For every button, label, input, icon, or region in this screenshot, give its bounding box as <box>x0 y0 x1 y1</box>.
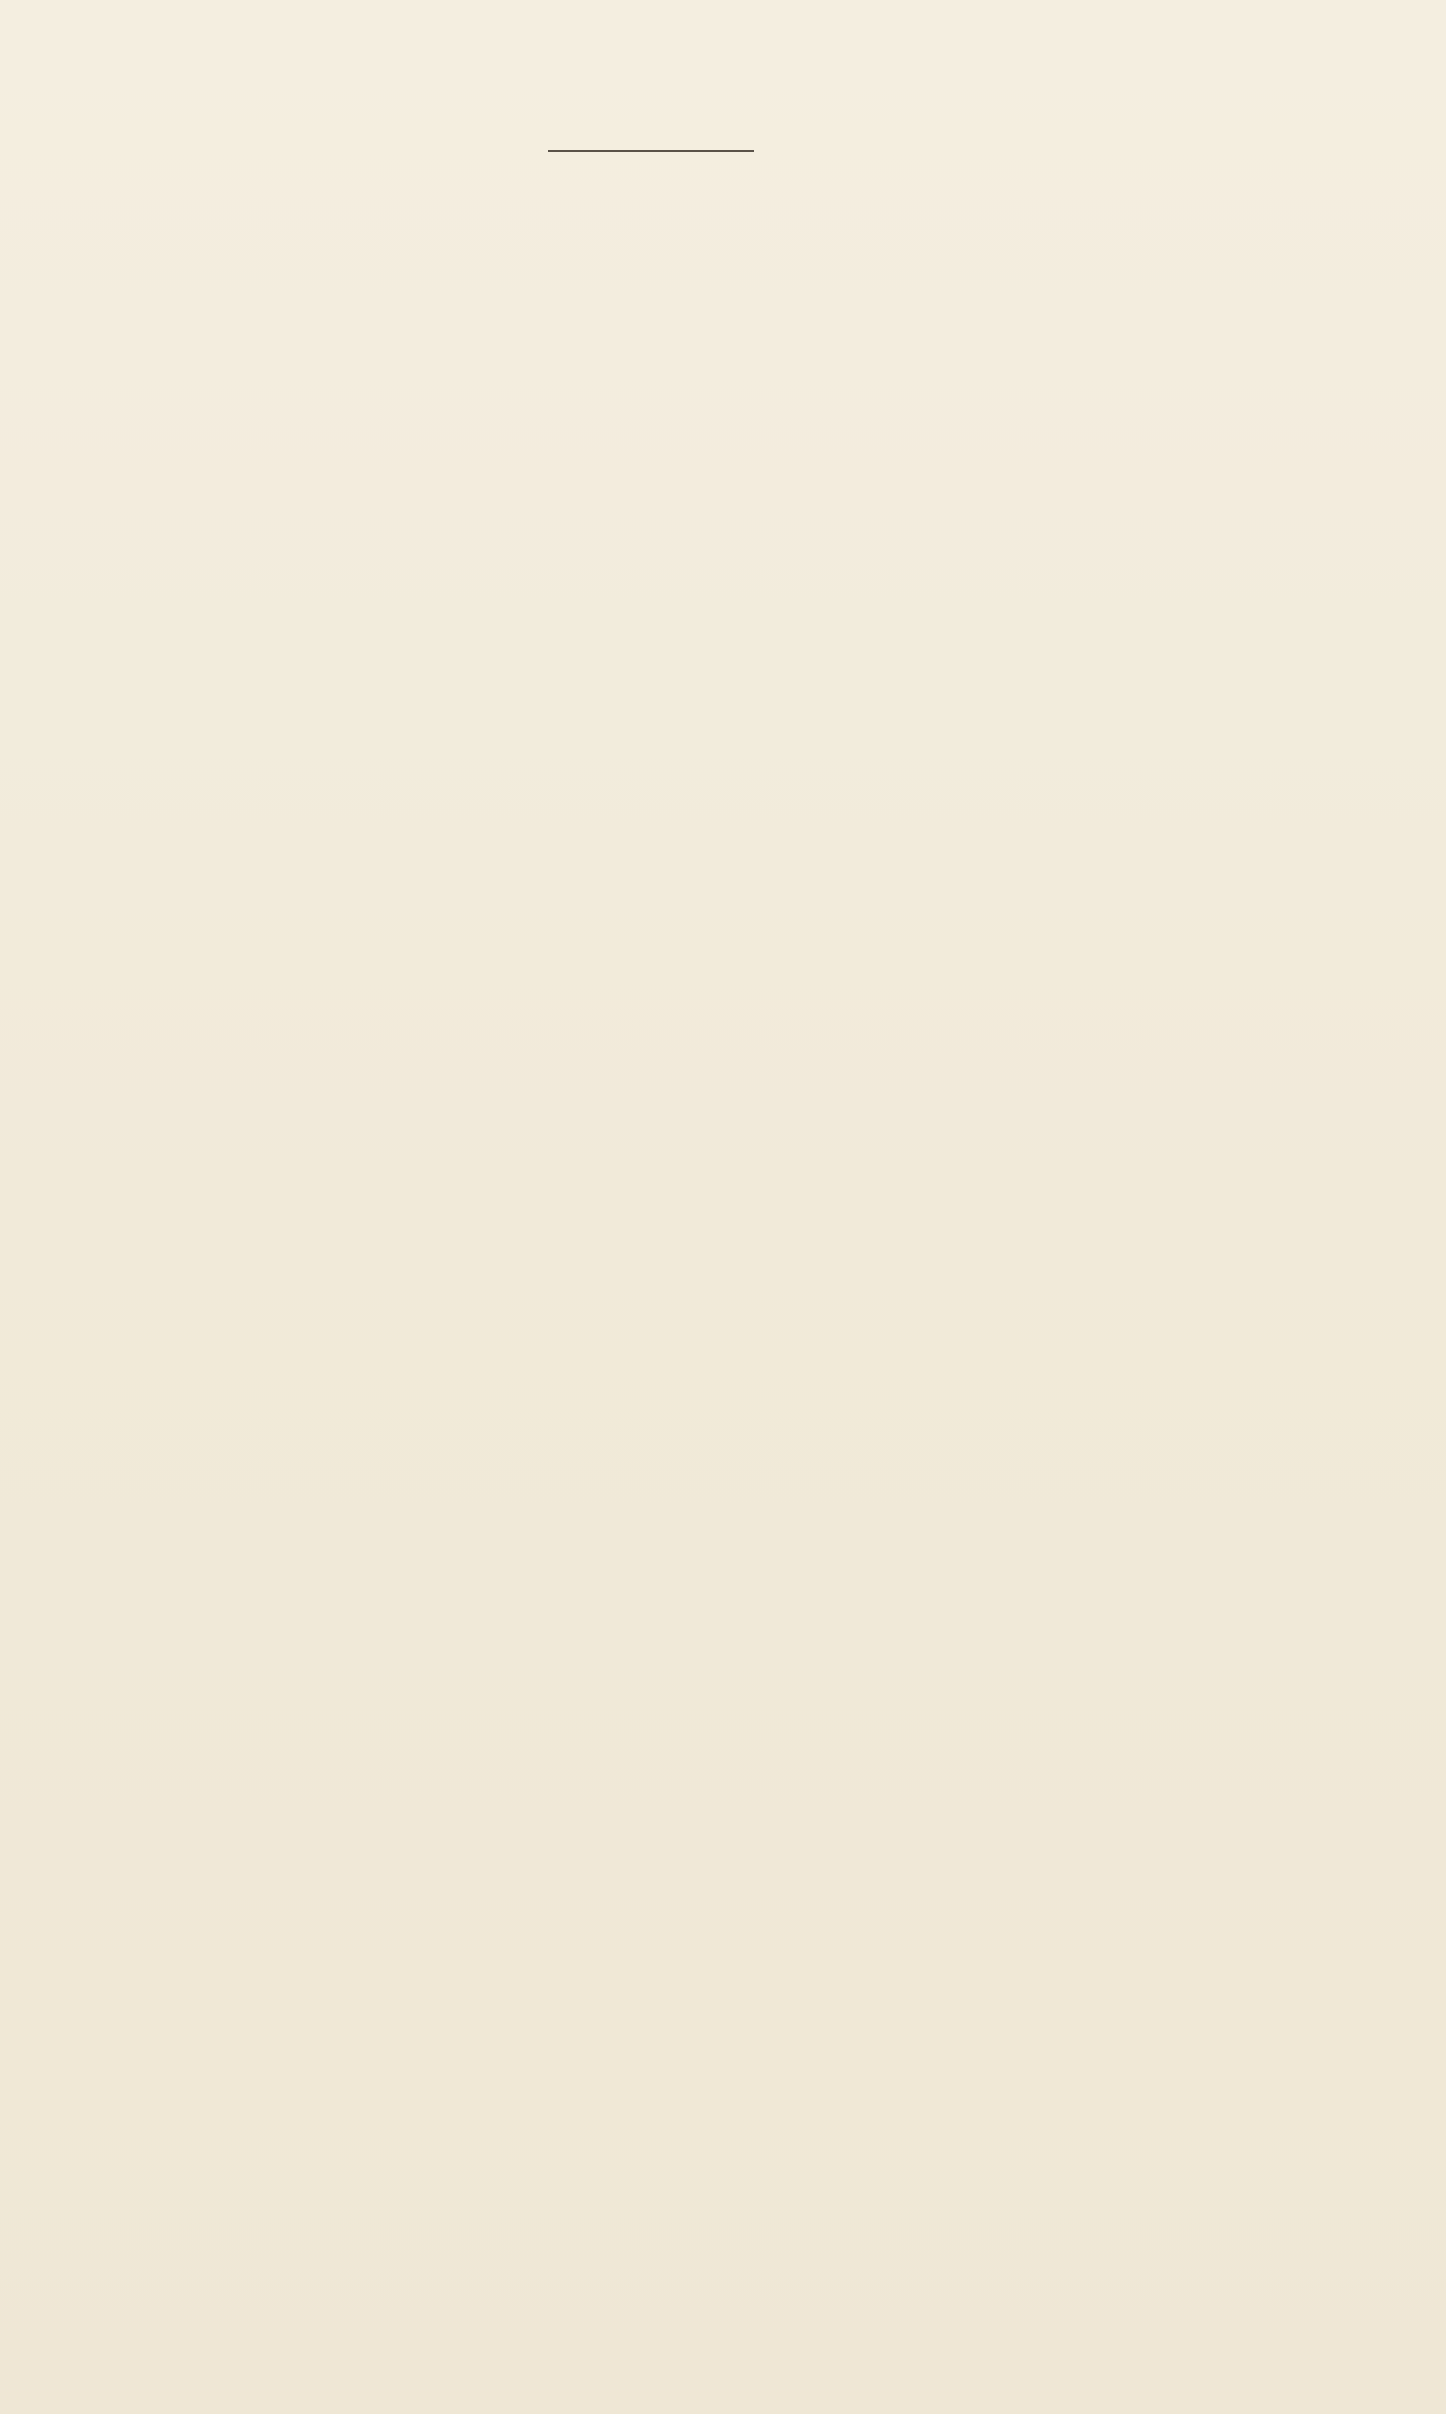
page-number-rule <box>548 150 754 152</box>
